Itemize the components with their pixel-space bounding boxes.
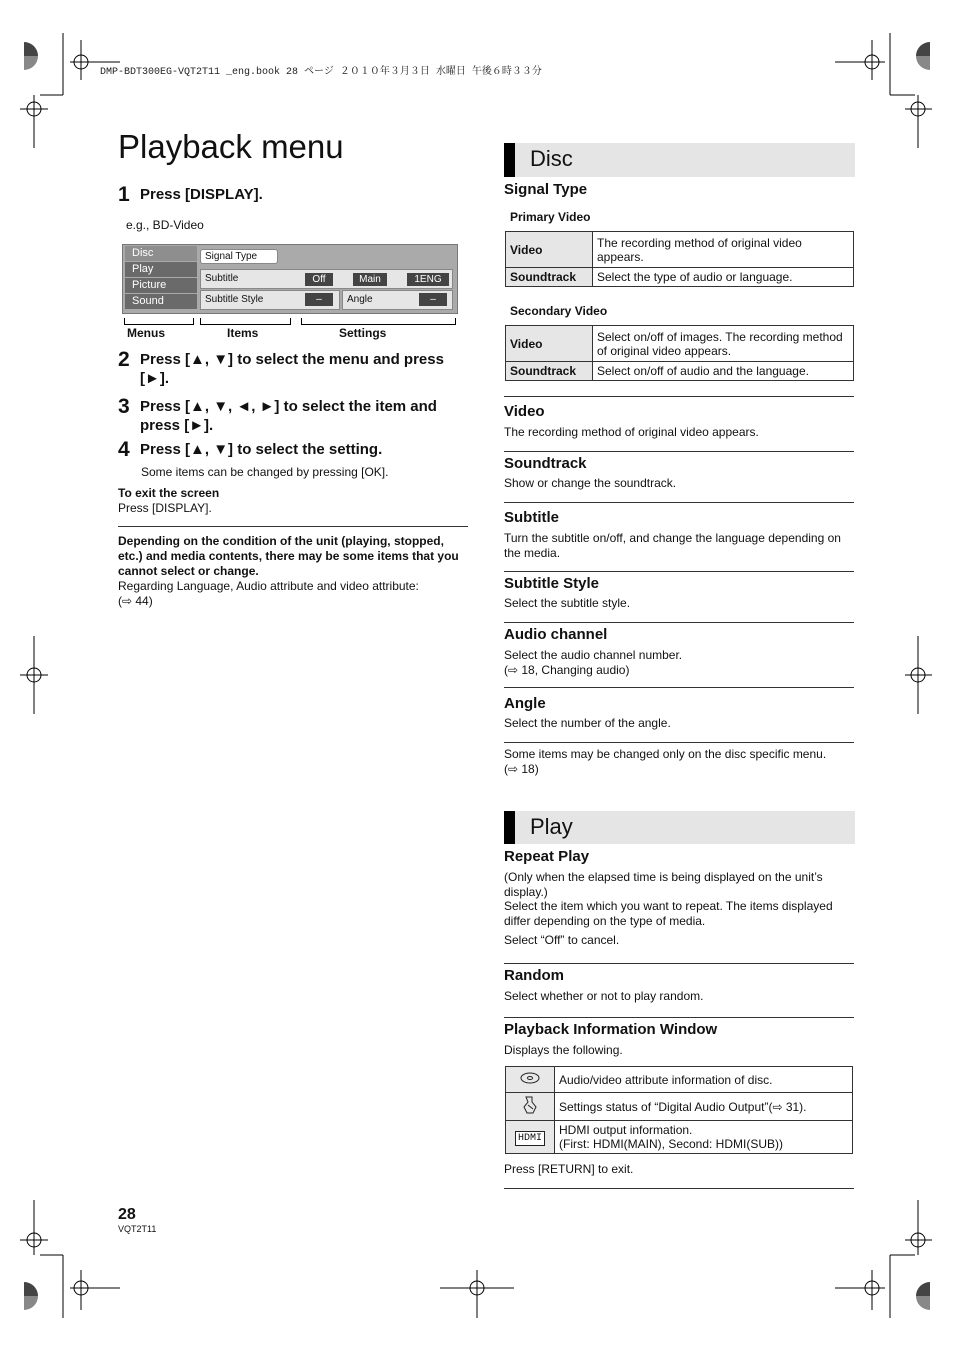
section-marker	[504, 143, 515, 177]
divider	[504, 622, 854, 623]
soundtrack-heading: Soundtrack	[504, 455, 587, 472]
divider	[504, 687, 854, 688]
info-icon-cell	[506, 1121, 555, 1154]
table-row	[506, 362, 854, 381]
osd-menu-play: Play	[125, 262, 197, 277]
info-window-heading: Playback Information Window	[504, 1021, 718, 1038]
disc-note-text: Some items may be changed only on the disc specific menu.	[504, 747, 827, 761]
primary-video-label: Primary Video	[510, 210, 591, 224]
osd-item-signal-type: Signal Type	[200, 249, 278, 264]
exit-text: Press [DISPLAY].	[118, 501, 212, 515]
hdmi-icon: HDMI	[515, 1131, 545, 1146]
step-number: 4	[118, 438, 130, 461]
model-code: VQT2T11	[118, 1224, 157, 1234]
table-key: Soundtrack	[506, 362, 593, 381]
audio-channel-heading: Audio channel	[504, 626, 608, 643]
file-info-header: DMP-BDT300EG-VQT2T11 _eng.book 28 ページ ２０１０年３月３日 水曜日 午後６時３３分	[100, 67, 542, 78]
osd-setting-dash: –	[305, 293, 333, 306]
exit-heading: To exit the screen	[118, 486, 220, 500]
settings-bracket	[301, 318, 456, 325]
osd-angle-label: Angle	[347, 294, 373, 305]
table-value: Settings status of “Digital Audio Output”(⇨ 31).	[555, 1093, 853, 1121]
condition-note	[118, 534, 470, 609]
step-text: Press [▲, ▼] to select the setting.	[140, 441, 383, 458]
repeat-play-heading: Repeat Play	[504, 848, 590, 865]
osd-display-menu	[122, 244, 458, 314]
play-section-header	[504, 811, 855, 844]
info-icon-cell	[506, 1093, 555, 1121]
osd-menu-picture: Picture	[125, 278, 197, 293]
divider	[504, 502, 854, 503]
disc-icon	[520, 1072, 540, 1084]
settings-label: Settings	[339, 326, 387, 340]
osd-menu-sound: Sound	[125, 294, 197, 309]
step-text: Press [▲, ▼] to select the menu and press [►].	[140, 351, 444, 387]
random-text: Select whether or not to play random.	[504, 989, 704, 1003]
condition-note-bold: Depending on the condition of the unit (playing, stopped, etc.) and media contents, there may be some items that you cannot select or change.	[118, 534, 459, 578]
repeat-play-text-3: Select “Off” to cancel.	[504, 933, 620, 947]
osd-subtitle-style-label: Subtitle Style	[205, 294, 264, 305]
page-title: Playback menu	[118, 128, 344, 165]
table-row	[506, 268, 854, 287]
table-value: Audio/video attribute information of disc.	[555, 1067, 853, 1093]
step-4-note: Some items can be changed by pressing [OK].	[141, 465, 389, 479]
osd-setting-main: Main	[353, 273, 387, 286]
table-value: The recording method of original video appears.	[593, 232, 854, 268]
step-text: Press [DISPLAY].	[140, 186, 263, 203]
divider	[504, 571, 854, 572]
table-row	[506, 1093, 853, 1121]
audio-channel-ref: (⇨ 18, Changing audio)	[504, 662, 630, 677]
table-key: Soundtrack	[506, 268, 593, 287]
disc-note	[504, 747, 854, 776]
osd-setting-angle-dash: –	[419, 293, 447, 306]
menus-label: Menus	[127, 326, 166, 340]
video-heading: Video	[504, 403, 545, 420]
divider	[504, 742, 854, 743]
divider	[504, 963, 854, 964]
divider	[504, 396, 854, 397]
table-key: Video	[506, 232, 593, 268]
angle-text: Select the number of the angle.	[504, 716, 671, 730]
condition-note-ref: (⇨ 44)	[118, 594, 153, 608]
subtitle-style-text: Select the subtitle style.	[504, 596, 631, 610]
digital-audio-icon	[522, 1095, 538, 1115]
secondary-video-label: Secondary Video	[510, 304, 608, 318]
repeat-play-text-1: (Only when the elapsed time is being displayed on the unit’s display.)	[504, 870, 823, 899]
primary-video-table	[505, 231, 854, 287]
info-window-footer: Press [RETURN] to exit.	[504, 1162, 634, 1176]
table-value: Select the type of audio or language.	[593, 268, 854, 287]
hdmi-info-line-1: HDMI output information.	[559, 1123, 693, 1137]
audio-channel-text	[504, 648, 854, 677]
repeat-play-text	[504, 870, 854, 948]
osd-subtitle-label: Subtitle	[205, 273, 239, 284]
table-key: Video	[506, 326, 593, 362]
menus-bracket	[124, 318, 194, 325]
step-number: 3	[118, 395, 130, 418]
table-row	[506, 232, 854, 268]
table-row	[506, 1067, 853, 1093]
audio-channel-desc: Select the audio channel number.	[504, 648, 683, 662]
step-2	[118, 350, 470, 388]
osd-setting-off: Off	[305, 273, 333, 286]
secondary-video-table	[505, 325, 854, 381]
condition-note-text: Regarding Language, Audio attribute and video attribute:	[118, 579, 419, 593]
step-3	[118, 397, 470, 435]
items-label: Items	[227, 326, 259, 340]
soundtrack-text: Show or change the soundtrack.	[504, 476, 677, 490]
signal-type-heading: Signal Type	[504, 181, 588, 198]
disc-section-header	[504, 143, 855, 177]
random-heading: Random	[504, 967, 564, 984]
step-4	[118, 440, 470, 460]
osd-setting-1eng: 1ENG	[407, 273, 449, 286]
section-marker	[504, 811, 515, 844]
play-section-title: Play	[530, 814, 573, 839]
step-text: Press [▲, ▼, ◄, ►] to select the item and press [►].	[140, 398, 437, 434]
hdmi-info-line-2: (First: HDMI(MAIN), Second: HDMI(SUB))	[559, 1137, 784, 1151]
step-number: 1	[118, 183, 130, 206]
subtitle-style-heading: Subtitle Style	[504, 575, 600, 592]
table-value: Select on/off of audio and the language.	[593, 362, 854, 381]
example-label: e.g., BD-Video	[126, 218, 204, 232]
divider	[504, 1017, 854, 1018]
divider	[118, 526, 468, 527]
table-row	[506, 326, 854, 362]
info-window-table	[505, 1066, 853, 1154]
disc-section-title: Disc	[530, 146, 573, 171]
osd-menu-disc: Disc	[125, 246, 197, 261]
table-value: Select on/off of images. The recording method of original video appears.	[593, 326, 854, 362]
table-value	[555, 1121, 853, 1154]
subtitle-heading: Subtitle	[504, 509, 559, 526]
subtitle-text: Turn the subtitle on/off, and change the language depending on the media.	[504, 531, 841, 560]
repeat-play-text-2: Select the item which you want to repeat. The items displayed differ depending on the type of media.	[504, 899, 833, 928]
info-icon-cell	[506, 1067, 555, 1093]
divider	[504, 451, 854, 452]
step-1	[118, 185, 470, 205]
disc-note-ref: (⇨ 18)	[504, 761, 539, 776]
page-number: 28	[118, 1206, 136, 1223]
items-bracket	[200, 318, 291, 325]
video-text: The recording method of original video appears.	[504, 425, 759, 439]
step-number: 2	[118, 348, 130, 371]
info-window-text: Displays the following.	[504, 1043, 623, 1057]
table-row	[506, 1121, 853, 1154]
angle-heading: Angle	[504, 695, 546, 712]
divider	[504, 1188, 854, 1189]
